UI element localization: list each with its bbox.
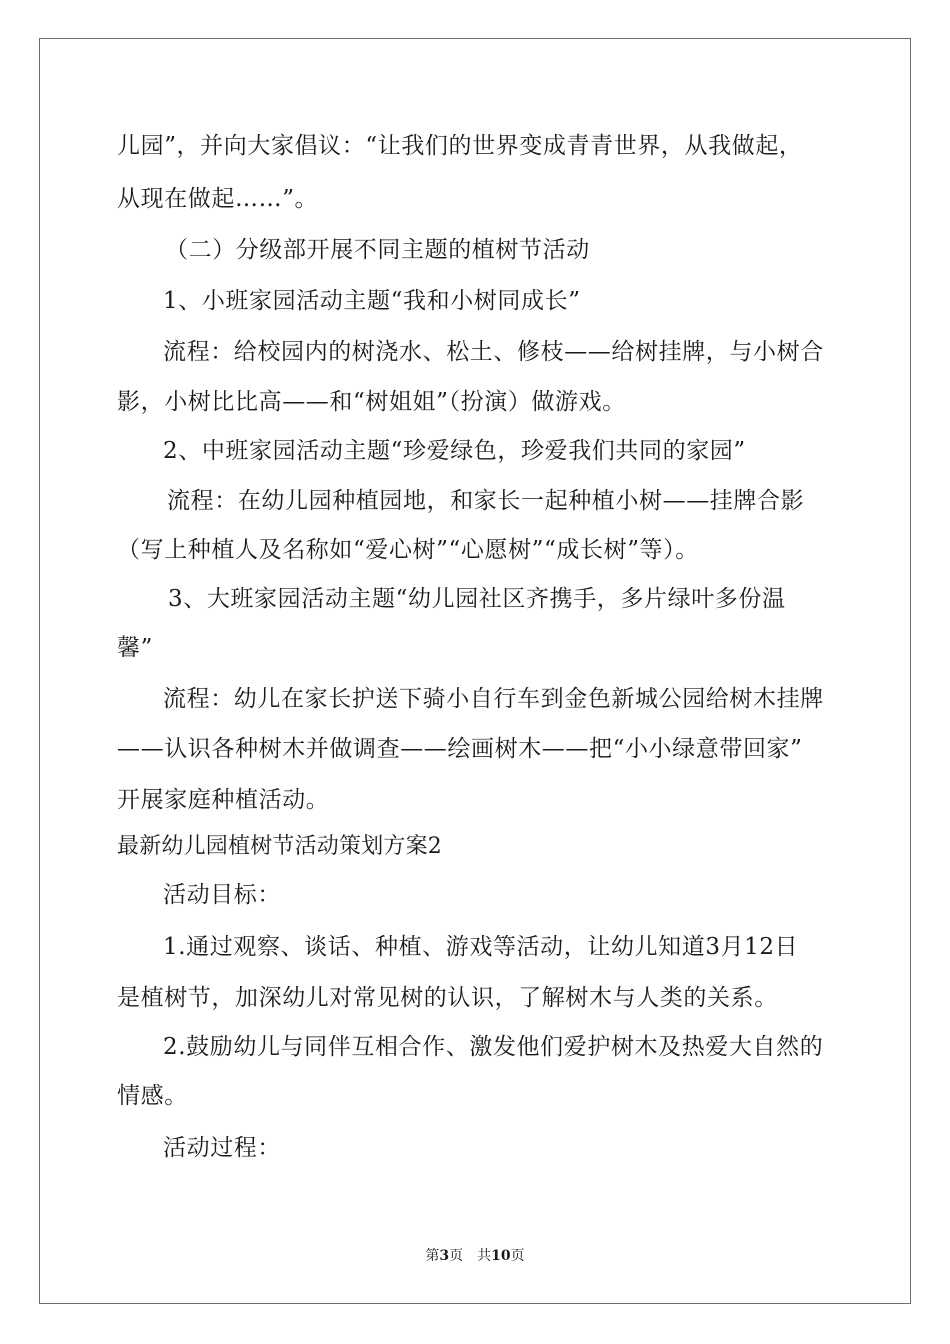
page-total: 10 — [491, 1248, 511, 1264]
text-line: ——认识各种树木并做调查——绘画树木——把“小小绿意带回家” — [117, 736, 803, 762]
text-line: （写上种植人及名称如“爱心树”“心愿树”“成长树”等）。 — [117, 537, 699, 563]
total-unit: 页 — [510, 1248, 525, 1264]
page-border — [39, 38, 911, 1304]
text-line: 流程：给校园内的树浇水、松土、修枝——给树挂牌，与小树合 — [163, 339, 824, 365]
text-line: 2、中班家园活动主题“珍爱绿色，珍爱我们共同的家园” — [163, 438, 746, 464]
text-line: 1.通过观察、谈话、种植、游戏等活动，让幼儿知道3月12日 — [163, 934, 799, 960]
document-title: 最新幼儿园植树节活动策划方案2 — [117, 834, 442, 859]
section-heading: （二）分级部开展不同主题的植树节活动 — [165, 237, 590, 263]
page-current: 3 — [439, 1248, 450, 1264]
page-footer — [0, 1246, 950, 1266]
text-line: 流程：在幼儿园种植园地，和家长一起种植小树——挂牌合影 — [167, 488, 805, 514]
text-line: 从现在做起……”。 — [117, 186, 319, 212]
text-line: 是植树节，加深幼儿对常见树的认识，了解树木与人类的关系。 — [117, 985, 778, 1011]
text-line: 活动过程： — [163, 1135, 281, 1161]
page-unit: 页 — [449, 1248, 464, 1264]
total-prefix: 共 — [477, 1248, 492, 1264]
text-line: 开展家庭种植活动。 — [117, 787, 330, 813]
text-line: 情感。 — [117, 1083, 188, 1109]
text-line: 2.鼓励幼儿与同伴互相合作、激发他们爱护树木及热爱大自然的 — [163, 1034, 824, 1060]
text-line: 馨” — [117, 635, 153, 661]
text-line: 3、大班家园活动主题“幼儿园社区齐携手，多片绿叶多份温 — [168, 586, 786, 612]
page-prefix: 第 — [425, 1248, 440, 1264]
text-line: 流程：幼儿在家长护送下骑小自行车到金色新城公园给树木挂牌 — [163, 686, 824, 712]
text-line: 1、小班家园活动主题“我和小树同成长” — [163, 288, 581, 314]
text-line: 儿园”，并向大家倡议：“让我们的世界变成青青世界，从我做起， — [117, 133, 803, 159]
text-line: 影，小树比比高——和“树姐姐”（扮演）做游戏。 — [117, 389, 626, 415]
text-line: 活动目标： — [163, 882, 281, 908]
